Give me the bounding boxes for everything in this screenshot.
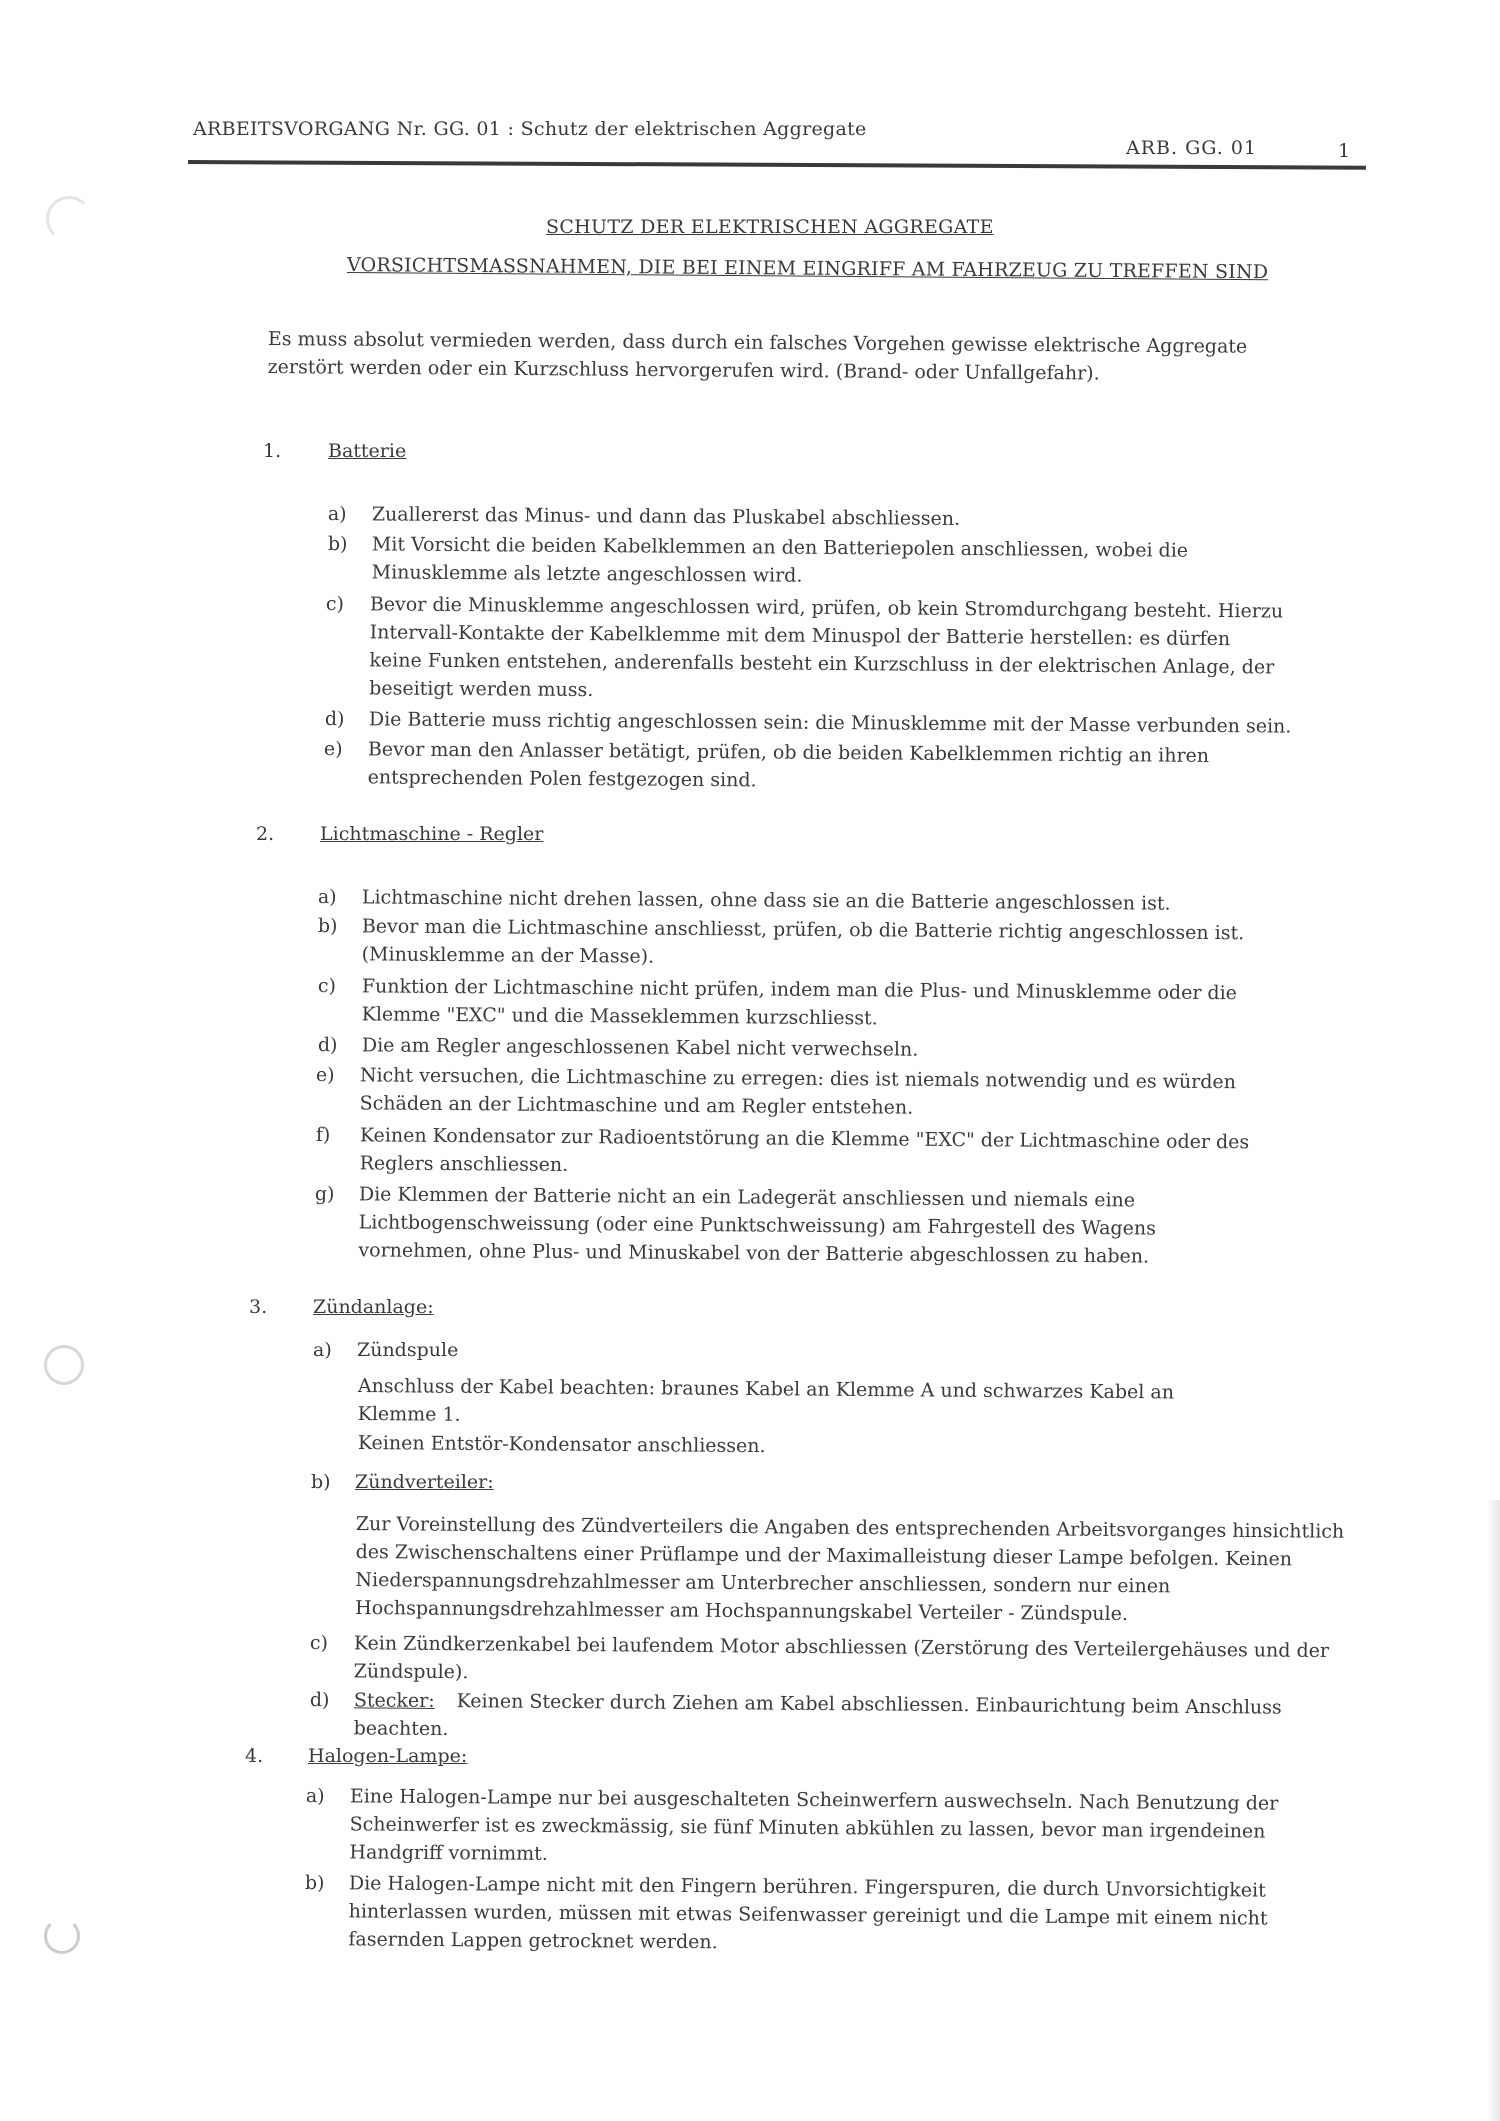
item-text: Die Batterie muss richtig angeschlossen sein: die Minusklemme mit der Masse verbunden sein. <box>368 708 1292 738</box>
subsection-zuendverteiler <box>311 1471 494 1493</box>
item-label: a) <box>313 1339 332 1361</box>
header-rule <box>188 160 1366 170</box>
item-text: Eine Halogen-Lampe nur bei ausgeschalteten Scheinwerfern auswechseln. Nach Benutzung der Scheinwerfer ist es zweckmässig, sie fünf Minuten abkühlen zu lassen, bevor man irgendeinen Handgriff vornimmt. <box>349 1785 1279 1865</box>
item-text: Bevor die Minusklemme angeschlossen wird, prüfen, ob kein Stromdurchgang besteht. Hierzu Intervall-Kontakte der Kabelklemme mit dem Minuspol der Batterie herstellen: es dürfen keine Funken entstehen, anderenfalls besteht ein Kurzschluss in der elektrischen Anlage, der beseitigt werden muss. <box>369 593 1284 702</box>
item-label: e) <box>323 737 343 761</box>
document-subtitle: VORSICHTSMASSNAHMEN, DIE BEI EINEM EINGRIFF AM FAHRZEUG ZU TREFFEN SIND <box>346 254 1269 284</box>
item-text: Lichtmaschine nicht drehen lassen, ohne dass sie an die Batterie angeschlossen ist. <box>361 886 1171 915</box>
section-number: 3. <box>249 1296 268 1318</box>
item-label: b) <box>311 1471 331 1493</box>
list-item <box>304 1869 1315 1961</box>
list-item <box>325 590 1286 710</box>
section-number: 2. <box>256 823 275 845</box>
list-item <box>316 1121 1276 1185</box>
punch-hole-mark <box>46 196 92 242</box>
section-number: 1. <box>263 440 282 462</box>
zuendspule-text-2: Keinen Entstör-Kondensator anschliessen. <box>357 1431 766 1458</box>
section-number: 4. <box>245 1745 264 1767</box>
list-item <box>310 1629 1330 1693</box>
subsection-title: Zündverteiler: <box>355 1471 494 1493</box>
document-title: SCHUTZ DER ELEKTRISCHEN AGGREGATE <box>546 216 994 238</box>
item-label: c) <box>309 1631 329 1655</box>
list-item <box>318 972 1303 1036</box>
section-title-lichtmaschine: Lichtmaschine - Regler <box>320 823 544 845</box>
stecker-title: Stecker: <box>353 1689 435 1712</box>
page-edge-shadow <box>1486 1500 1500 2121</box>
list-item <box>318 912 1258 975</box>
item-label: b) <box>327 532 348 556</box>
punch-hole-mark <box>44 1345 84 1385</box>
item-label: d) <box>309 1688 330 1712</box>
item-text: Bevor man die Lichtmaschine anschliesst, prüfen, ob die Batterie richtig angeschlossen ist. (Minusklemme an der Masse). <box>361 915 1245 968</box>
section-title-halogen-lampe: Halogen-Lampe: <box>308 1745 468 1767</box>
punch-hole-mark <box>44 1918 80 1954</box>
item-text: Zuallererst das Minus- und dann das Pluskabel abschliessen. <box>371 503 961 530</box>
list-item <box>316 1061 1296 1125</box>
item-label: a) <box>327 502 347 526</box>
item-label: b) <box>304 1871 325 1895</box>
item-text: Nicht versuchen, die Lichtmaschine zu erregen: dies ist niemals notwendig und es würden Schäden an der Lichtmaschine und am Regler entstehen. <box>359 1064 1236 1119</box>
item-text: Die Halogen-Lampe nicht mit den Fingern berühren. Fingerspuren, die durch Unvorsichtigkeit hinterlassen wurden, müssen mit etwas Seifenwasser gereinigt und die Lampe mit einem nicht fasernden Lappen getrocknet werden. <box>348 1872 1268 1954</box>
item-label: a) <box>317 885 337 909</box>
item-label: d) <box>317 1033 338 1057</box>
list-item <box>305 1782 1316 1874</box>
item-label: d) <box>324 707 345 731</box>
zuendverteiler-text: Zur Voreinstellung des Zündverteilers die Angaben des entsprechenden Arbeitsvorganges hinsichtlich des Zwischenschaltens einer Prüflampe und der Maximalleistung dieser Lampe befolgen. Keinen Niederspannungsdrehzahlmesser am Unterbrecher anschliessen, sondern nur einen Hochspannungsdrehzahlmesser am Hochspannungskabel Verteiler - Zündspule. <box>355 1512 1345 1626</box>
section-title-batterie: Batterie <box>328 440 407 462</box>
intro-paragraph: Es muss absolut vermieden werden, dass durch ein falsches Vorgehen gewisse elektrische Aggregate zerstört werden oder ein Kurzschluss hervorgerufen wird. (Brand- oder Unfallgefahr). <box>267 327 1248 385</box>
item-text <box>354 1686 1330 1750</box>
item-label: c) <box>325 592 345 616</box>
item-label: e) <box>315 1063 335 1087</box>
page-number: 1 <box>1338 140 1351 162</box>
header-title: ARBEITSVORGANG Nr. GG. 01 : Schutz der elektrischen Aggregate <box>193 118 867 140</box>
zuendspule-text-1: Anschluss der Kabel beachten: braunes Kabel an Klemme A und schwarzes Kabel an Klemme 1. <box>357 1374 1175 1426</box>
item-text: Keinen Kondensator zur Radioentstörung an die Klemme "EXC" der Lichtmaschine oder des Reglers anschliessen. <box>359 1124 1250 1176</box>
list-item-stecker <box>310 1686 1330 1750</box>
subsection-zuendspule <box>313 1339 458 1361</box>
item-label: a) <box>305 1784 325 1808</box>
item-text: Mit Vorsicht die beiden Kabelklemmen an den Batteriepolen anschliessen, wobei die Minusklemme als letzte angeschlossen wird. <box>371 533 1189 587</box>
list-item <box>328 530 1218 593</box>
item-text: Bevor man den Anlasser betätigt, prüfen, ob die beiden Kabelklemmen richtig an ihren entsprechenden Polen festgezogen sind. <box>367 738 1210 792</box>
stecker-text: Keinen Stecker durch Ziehen am Kabel abschliessen. Einbaurichtung beim Anschluss beachten. <box>353 1690 1282 1741</box>
item-text: Die Klemmen der Batterie nicht an ein Ladegerät anschliessen und niemals eine Lichtbogenschweissung (oder eine Punktschweissung) am Fahrgestell des Wagens vornehmen, ohne Plus- und Minuskabel von der Batterie abgeschlossen zu haben. <box>358 1183 1156 1268</box>
list-item <box>314 1180 1265 1271</box>
item-label: b) <box>317 914 338 938</box>
section-title-zuendanlage: Zündanlage: <box>313 1296 434 1318</box>
subsection-title: Zündspule <box>357 1339 459 1361</box>
item-label: f) <box>315 1123 331 1147</box>
item-label: c) <box>317 974 337 998</box>
header-reference: ARB. GG. 01 <box>1126 137 1258 159</box>
item-label: g) <box>314 1182 335 1206</box>
item-text: Kein Zündkerzenkabel bei laufendem Motor abschliessen (Zerstörung des Verteilergehäuses und der Zündspule). <box>353 1632 1330 1684</box>
list-item <box>324 735 1284 799</box>
item-text: Die am Regler angeschlossenen Kabel nicht verwechseln. <box>361 1034 919 1061</box>
item-text: Funktion der Lichtmaschine nicht prüfen, indem man die Plus- und Minusklemme oder die Klemme "EXC" und die Masseklemmen kurzschliesst. <box>361 975 1238 1030</box>
